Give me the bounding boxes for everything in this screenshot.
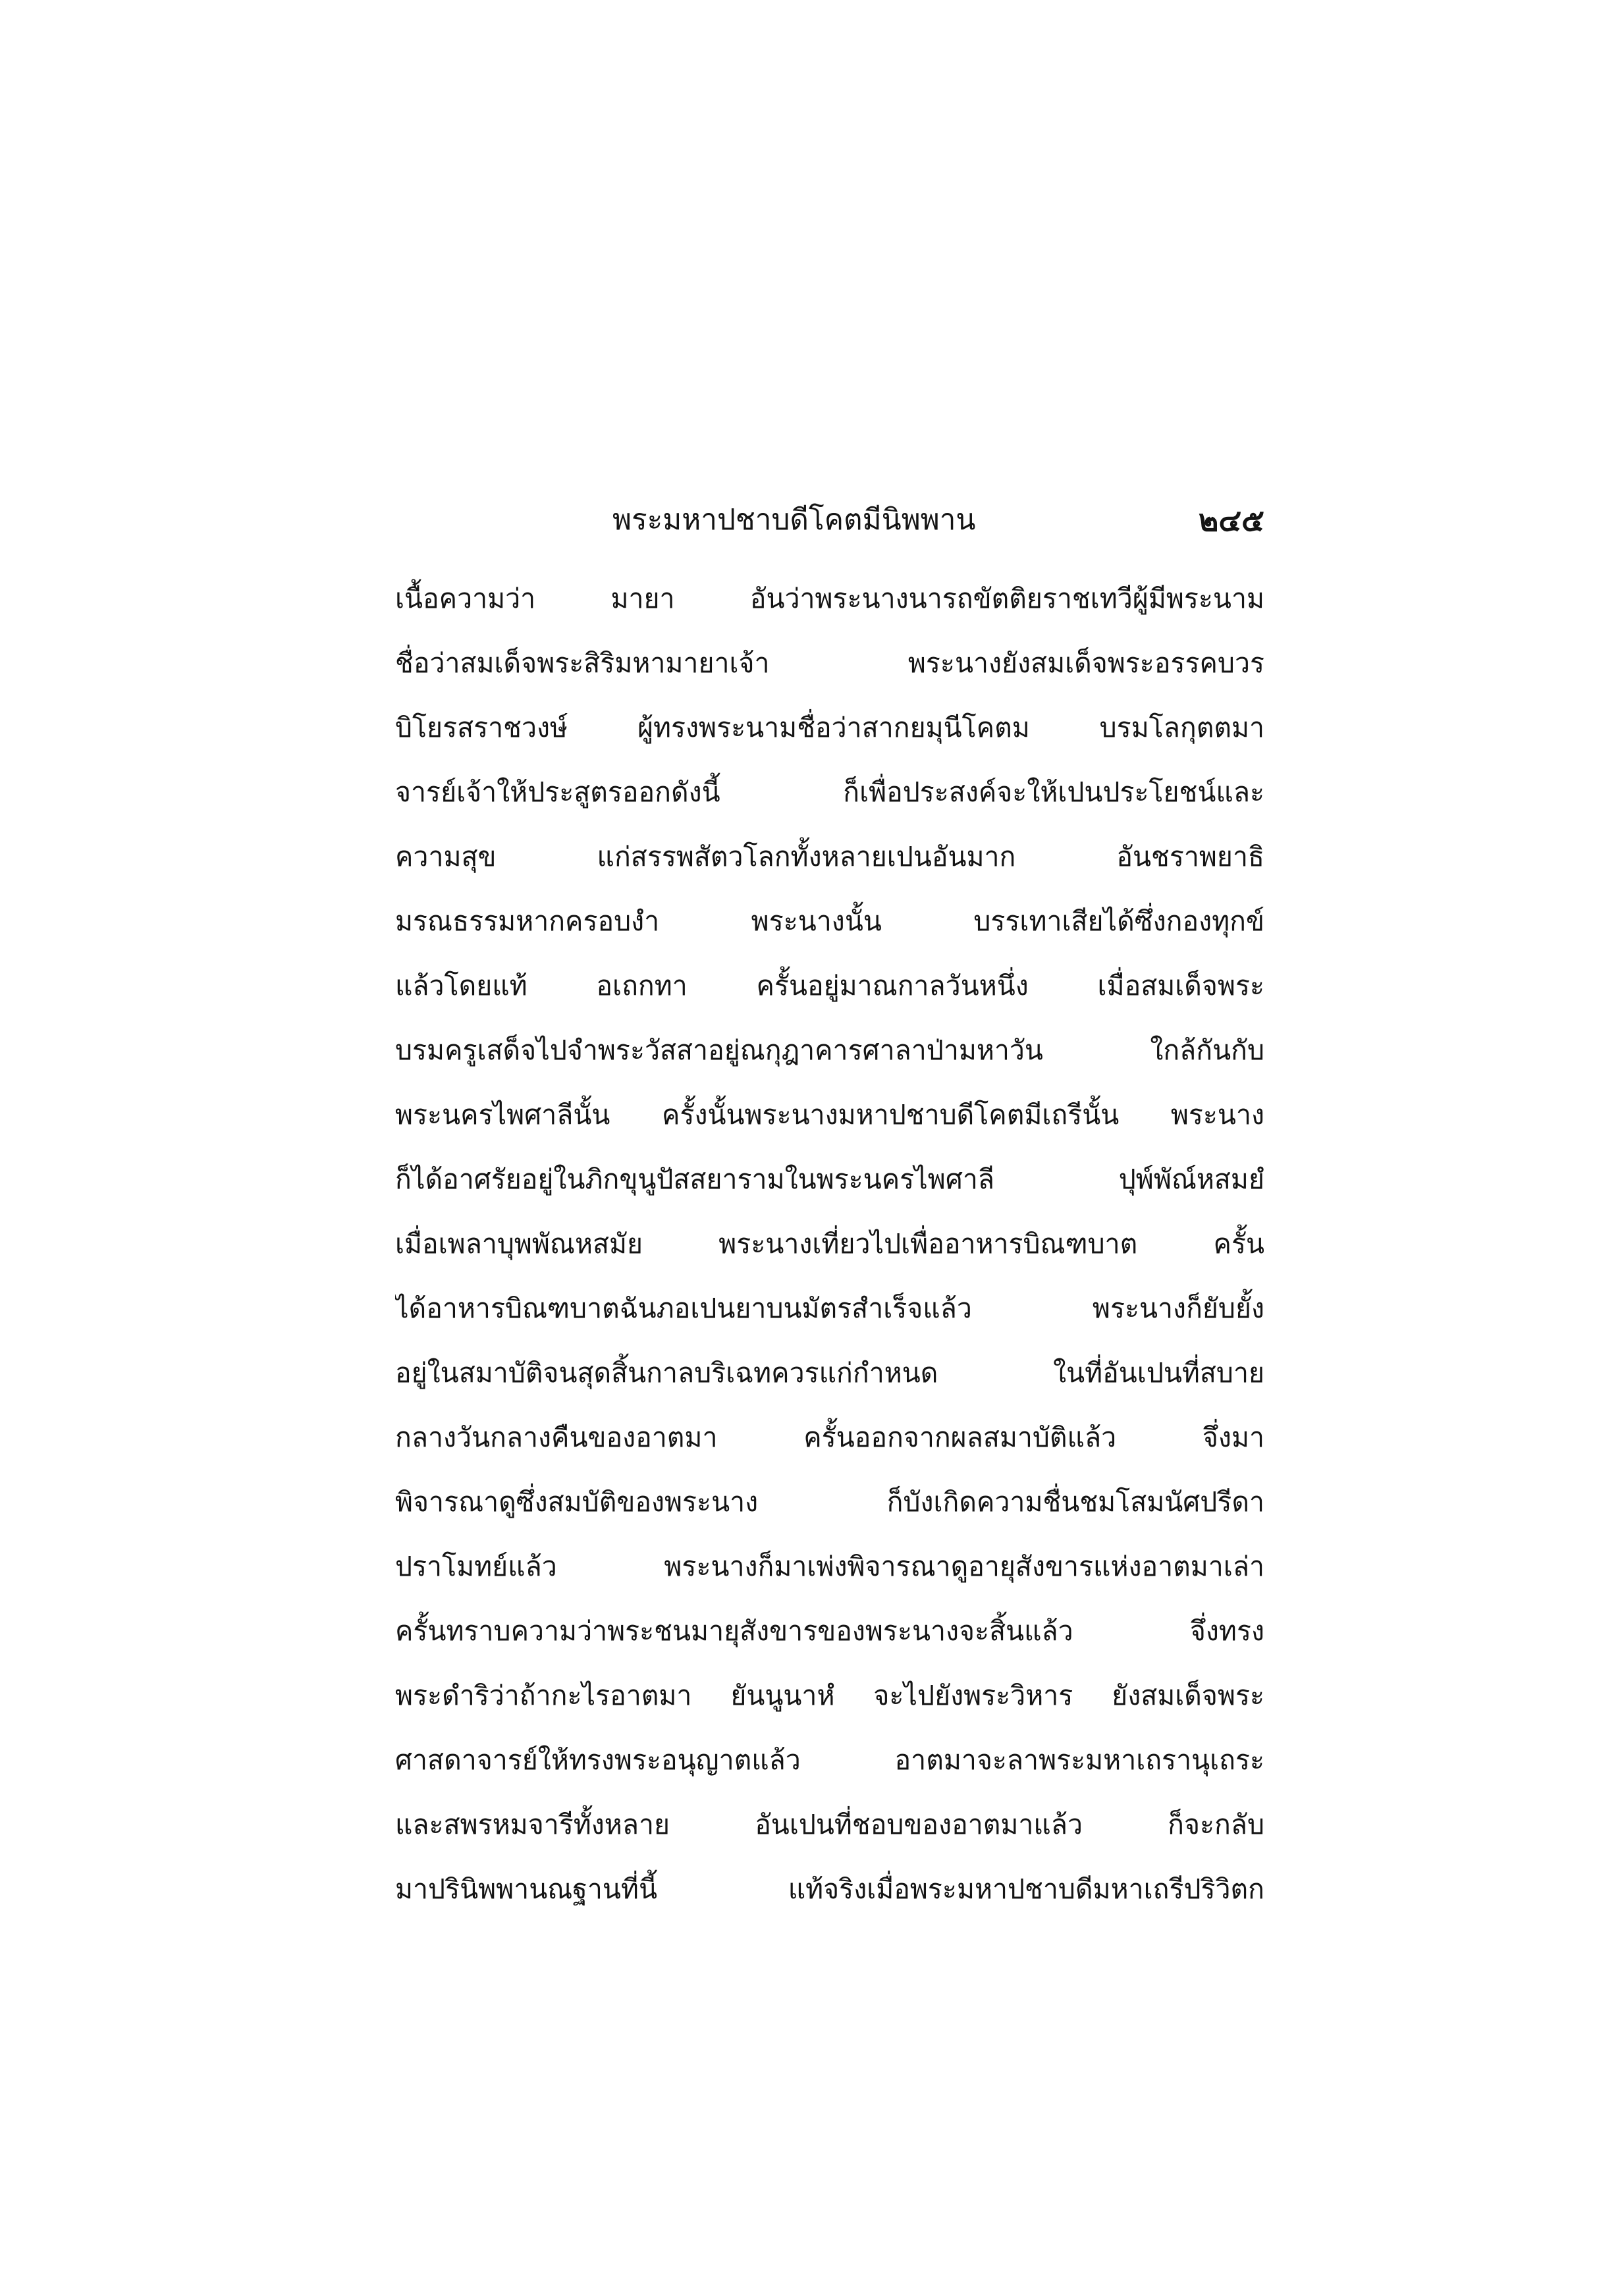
text-line: ศาสดาจารย์ให้ทรงพระอนุญาตแล้ว อาตมาจะลาพระมหาเถรานุเถระ bbox=[395, 1744, 1264, 1776]
text-line: อยู่ในสมาบัติจนสุดสิ้นกาลบริเฉทควรแก่กำหนด ในที่อันเปนที่สบาย bbox=[395, 1357, 1264, 1389]
page-number: ๒๔๕ bbox=[1199, 502, 1264, 538]
text-line: มาปรินิพพานณฐานที่นี้ แท้จริงเมื่อพระมหาปชาบดีมหาเถรีปริวิตก bbox=[395, 1873, 1264, 1905]
text-line: เมื่อเพลาบุพพัณหสมัย พระนางเที่ยวไปเพื่ออาหารบิณฑบาต ครั้น bbox=[395, 1228, 1264, 1260]
text-line: ชื่อว่าสมเด็จพระสิริมหามายาเจ้า พระนางยังสมเด็จพระอรรคบวร bbox=[395, 647, 1264, 679]
text-line: บิโยรสราชวงษ์ ผู้ทรงพระนามชื่อว่าสากยมุนีโคตม บรมโลกุตตมา bbox=[395, 712, 1264, 743]
running-title: พระมหาปชาบดีโคตมีนิพพาน bbox=[612, 503, 976, 537]
text-line: ความสุข แก่สรรพสัตวโลกทั้งหลายเปนอันมาก อันชราพยาธิ bbox=[395, 841, 1264, 872]
body-text bbox=[395, 566, 1264, 1921]
text-line: พิจารณาดูซึ่งสมบัติของพระนาง ก็บังเกิดความชื่นชมโสมนัศปรีดา bbox=[395, 1486, 1264, 1518]
text-line: บรมครูเสด็จไปจำพระวัสสาอยู่ณกุฎาคารศาลาป่ามหาวัน ใกล้กันกับ bbox=[395, 1034, 1264, 1066]
text-line: ได้อาหารบิณฑบาตฉันภอเปนยาบนมัตรสำเร็จแล้ว พระนางก็ยับยั้ง bbox=[395, 1293, 1264, 1324]
text-line: ครั้นทราบความว่าพระชนมายุสังขารของพระนางจะสิ้นแล้ว จึ่งทรง bbox=[395, 1615, 1264, 1647]
page-header bbox=[395, 491, 1264, 550]
text-line: ก็ได้อาศรัยอยู่ในภิกขุนูปัสสยารามในพระนครไพศาลี ปุพ์พัณ์หสมยํ bbox=[395, 1163, 1264, 1195]
text-line: มรณธรรมหากครอบงำ พระนางนั้น บรรเทาเสียได้ซึ่งกองทุกข์ bbox=[395, 905, 1264, 937]
text-line: กลางวันกลางคืนของอาตมา ครั้นออกจากผลสมาบัติแล้ว จึ่งมา bbox=[395, 1422, 1264, 1453]
text-line: เนื้อความว่า มายา อันว่าพระนางนารถขัตติยราชเทวีผู้มีพระนาม bbox=[395, 583, 1264, 614]
text-line: แล้วโดยแท้ อเถกทา ครั้นอยู่มาณกาลวันหนึ่ง เมื่อสมเด็จพระ bbox=[395, 970, 1264, 1001]
text-line: และสพรหมจารีทั้งหลาย อันเปนที่ชอบของอาตมาแล้ว ก็จะกลับ bbox=[395, 1809, 1264, 1840]
text-line: ปราโมทย์แล้ว พระนางก็มาเพ่งพิจารณาดูอายุสังขารแห่งอาตมาเล่า bbox=[395, 1551, 1264, 1582]
text-line: จารย์เจ้าให้ประสูตรออกดังนี้ ก็เพื่อประสงค์จะให้เปนประโยชน์และ bbox=[395, 776, 1264, 808]
text-line: พระดำริว่าถ้ากะไรอาตมา ยันนูนาหํ จะไปยังพระวิหาร ยังสมเด็จพระ bbox=[395, 1680, 1264, 1711]
text-line: พระนครไพศาลีนั้น ครั้งนั้นพระนางมหาปชาบดีโคตมีเถรีนั้น พระนาง bbox=[395, 1099, 1264, 1131]
